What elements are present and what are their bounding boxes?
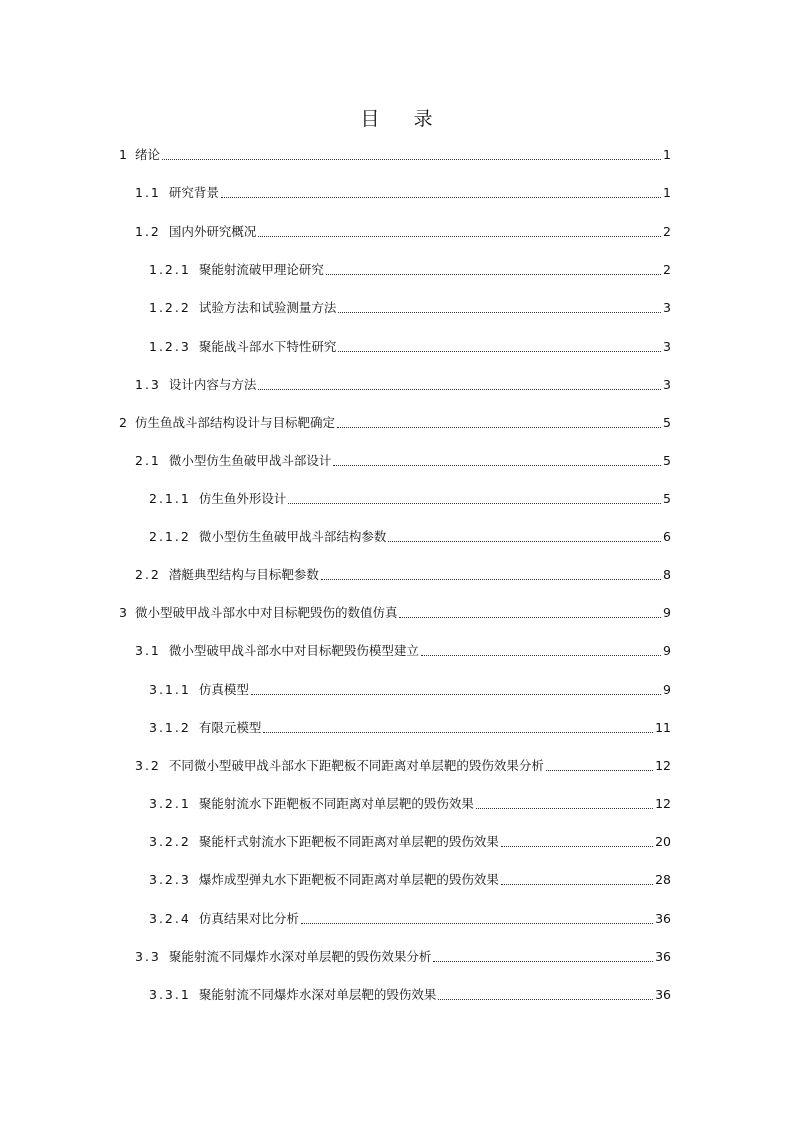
toc-entry-number: 1 (119, 147, 127, 162)
dot-leader (288, 502, 661, 504)
toc-entry[interactable] (135, 754, 671, 774)
toc-entry-number: 3.2.4 (149, 911, 191, 926)
toc-entry-number: 1.1 (135, 185, 161, 200)
toc-entry-number: 3 (119, 605, 127, 620)
dot-leader (321, 578, 661, 580)
dot-leader (326, 273, 661, 275)
dot-leader (501, 883, 653, 885)
toc-entry-page-number: 5 (663, 491, 671, 506)
toc-entry[interactable] (119, 143, 671, 163)
toc-entry-title: 微小型破甲战斗部水中对目标靶毁伤的数值仿真 (134, 605, 398, 620)
toc-entry-title: 绪论 (134, 147, 160, 162)
dot-leader (221, 196, 661, 198)
toc-entry[interactable] (149, 792, 671, 812)
toc-entry-title: 微小型破甲战斗部水中对目标靶毁伤模型建立 (168, 643, 419, 658)
toc-entry-number: 1.2.1 (149, 262, 191, 277)
dot-leader (338, 311, 661, 313)
toc-entry[interactable] (135, 449, 671, 469)
toc-entry-page-number: 9 (663, 605, 671, 620)
toc-entry-page-number: 5 (663, 415, 671, 430)
toc-entry-page-number: 11 (655, 720, 671, 735)
toc-entry-number: 3.1.2 (149, 720, 191, 735)
dot-leader (258, 235, 661, 237)
toc-entry-number: 3.3.1 (149, 987, 191, 1002)
toc-entry[interactable] (149, 296, 671, 316)
dot-leader (162, 158, 661, 160)
toc-entry-page-number: 8 (663, 567, 671, 582)
toc-entry-page-number: 2 (663, 224, 671, 239)
toc-entry-number: 1.2 (135, 224, 161, 239)
toc-entry-title: 聚能射流破甲理论研究 (198, 262, 324, 277)
toc-entry-title: 有限元模型 (198, 720, 262, 735)
toc-entry[interactable] (149, 335, 671, 355)
toc-entry-page-number: 36 (655, 949, 671, 964)
dot-leader (546, 769, 653, 771)
toc-entry[interactable] (149, 525, 671, 545)
toc-entry-page-number: 1 (663, 185, 671, 200)
toc-entry-number: 1.3 (135, 377, 161, 392)
toc-entry[interactable] (149, 830, 671, 850)
toc-entry-page-number: 5 (663, 453, 671, 468)
toc-entry-number: 1.2.3 (149, 339, 191, 354)
toc-entry-number: 3.2 (135, 758, 161, 773)
toc-entry[interactable] (149, 487, 671, 507)
toc-entry-title: 爆炸成型弹丸水下距靶板不同距离对单层靶的毁伤效果 (198, 872, 499, 887)
dot-leader (333, 464, 661, 466)
toc-entry-title: 聚能杆式射流水下距靶板不同距离对单层靶的毁伤效果 (198, 834, 499, 849)
dot-leader (337, 426, 661, 428)
toc-entry-page-number: 3 (663, 300, 671, 315)
dot-leader (501, 845, 653, 847)
toc-entry[interactable] (135, 220, 671, 240)
toc-entry-page-number: 6 (663, 529, 671, 544)
toc-entry-page-number: 1 (663, 147, 671, 162)
toc-entry-number: 2.1 (135, 453, 161, 468)
toc-entry[interactable] (149, 258, 671, 278)
dot-leader (301, 922, 653, 924)
toc-entry-number: 2.2 (135, 567, 161, 582)
toc-entry-page-number: 3 (663, 339, 671, 354)
toc-entry-title: 潜艇典型结构与目标靶参数 (168, 567, 319, 582)
toc-entry-title: 聚能战斗部水下特性研究 (198, 339, 337, 354)
toc-entry-title: 国内外研究概况 (168, 224, 257, 239)
toc-entry[interactable] (135, 945, 671, 965)
toc-entry-number: 3.2.2 (149, 834, 191, 849)
toc-entry-title: 仿真结果对比分析 (198, 911, 299, 926)
toc-entry-page-number: 12 (655, 796, 671, 811)
toc-entry-number: 1.2.2 (149, 300, 191, 315)
toc-entry[interactable] (135, 181, 671, 201)
toc-entry-number: 3.2.3 (149, 872, 191, 887)
dot-leader (338, 350, 661, 352)
toc-entry-title: 设计内容与方法 (168, 377, 257, 392)
toc-entry-page-number: 3 (663, 377, 671, 392)
toc-entry[interactable] (135, 373, 671, 393)
toc-entry[interactable] (135, 563, 671, 583)
toc-entry[interactable] (149, 868, 671, 888)
toc-entry-title: 不同微小型破甲战斗部水下距靶板不同距离对单层靶的毁伤效果分析 (168, 758, 544, 773)
toc-entry-title: 仿生鱼战斗部结构设计与目标靶确定 (134, 415, 335, 430)
toc-entry-title: 试验方法和试验测量方法 (198, 300, 337, 315)
toc-entry-number: 2.1.1 (149, 491, 191, 506)
toc-entry-number: 3.2.1 (149, 796, 191, 811)
toc-entry-number: 2.1.2 (149, 529, 191, 544)
toc-entry-title: 微小型仿生鱼破甲战斗部设计 (168, 453, 332, 468)
toc-entry-title: 聚能射流不同爆炸水深对单层靶的毁伤效果分析 (168, 949, 432, 964)
page-title: 目 录 (360, 108, 447, 130)
toc-entry-title: 仿真模型 (198, 682, 249, 697)
toc-entry[interactable] (149, 907, 671, 927)
toc-entry-title: 聚能射流水下距靶板不同距离对单层靶的毁伤效果 (198, 796, 474, 811)
toc-entry-page-number: 36 (655, 911, 671, 926)
toc-entry[interactable] (119, 601, 671, 621)
toc-entry-title: 微小型仿生鱼破甲战斗部结构参数 (198, 529, 387, 544)
toc-entry-number: 3.1.1 (149, 682, 191, 697)
toc-entry-title: 研究背景 (168, 185, 219, 200)
toc-entry-page-number: 12 (655, 758, 671, 773)
dot-leader (399, 616, 661, 618)
toc-entry-page-number: 9 (663, 643, 671, 658)
toc-entry-number: 3.3 (135, 949, 161, 964)
toc-entry-page-number: 28 (655, 872, 671, 887)
toc-entry[interactable] (149, 678, 671, 698)
toc-entry-page-number: 9 (663, 682, 671, 697)
toc-entry[interactable] (119, 411, 671, 431)
dot-leader (421, 654, 661, 656)
dot-leader (388, 540, 661, 542)
dot-leader (263, 731, 653, 733)
toc-entry-page-number: 20 (655, 834, 671, 849)
toc-entry[interactable] (149, 716, 671, 736)
dot-leader (433, 960, 653, 962)
toc-entry-number: 3.1 (135, 643, 161, 658)
dot-leader (438, 998, 653, 1000)
dot-leader (251, 693, 661, 695)
dot-leader (258, 388, 661, 390)
toc-entry-page-number: 2 (663, 262, 671, 277)
toc-entry[interactable] (149, 983, 671, 1003)
toc-entry-number: 2 (119, 415, 127, 430)
toc-entry[interactable] (135, 639, 671, 659)
toc-entry-title: 仿生鱼外形设计 (198, 491, 287, 506)
toc-entry-title: 聚能射流不同爆炸水深对单层靶的毁伤效果 (198, 987, 437, 1002)
toc-entry-page-number: 36 (655, 987, 671, 1002)
dot-leader (476, 807, 653, 809)
